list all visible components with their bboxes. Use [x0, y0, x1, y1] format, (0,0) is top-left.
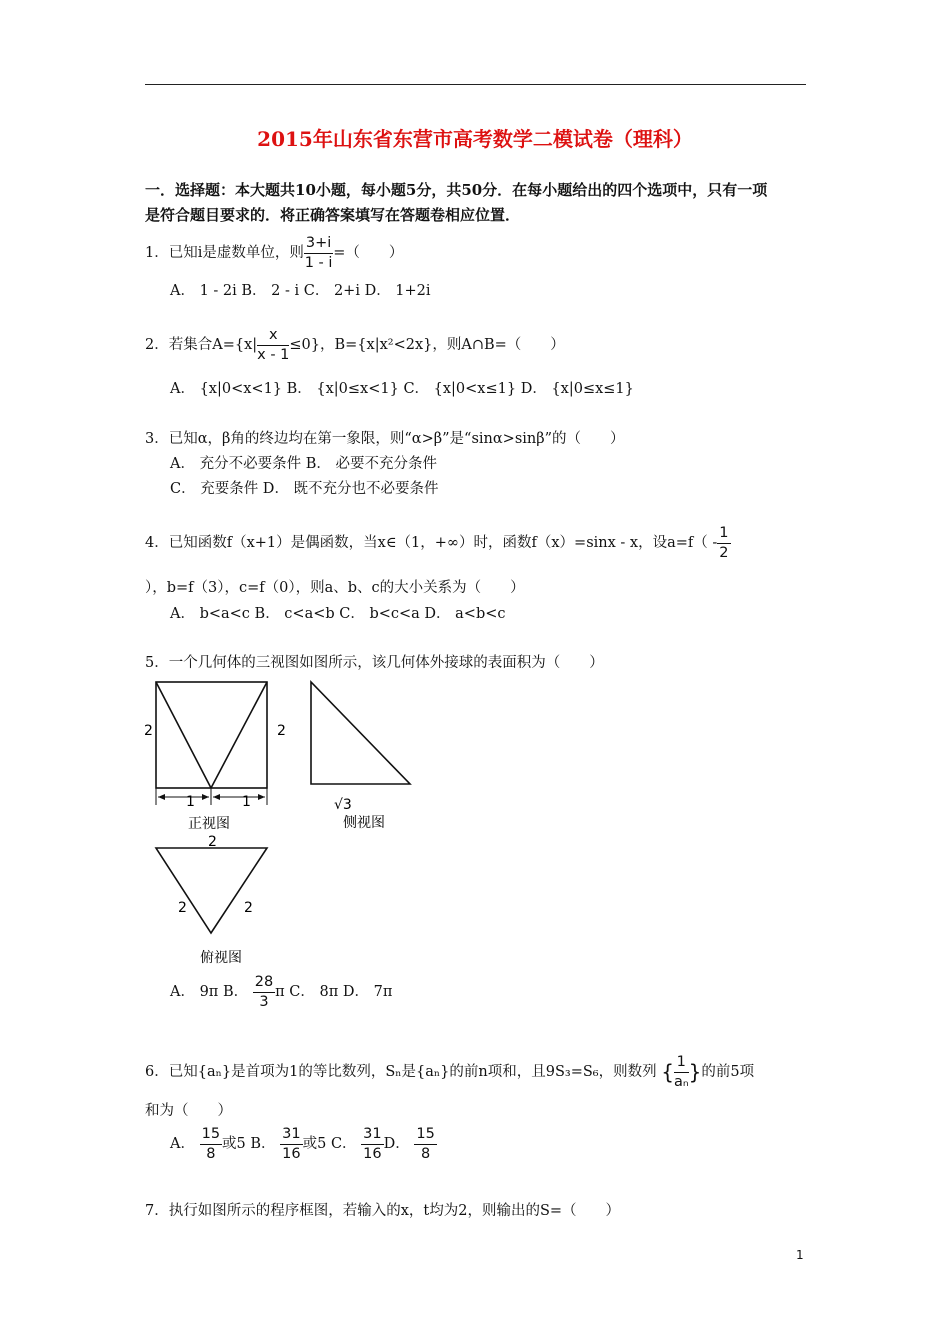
q6-d-numerator: 15 [414, 1127, 436, 1145]
q1-fraction [304, 236, 333, 270]
q4-denominator: 2 [719, 544, 729, 561]
q2-stem-post: ≤0}，B={x|x²<2x}，则A∩B=（ ） [289, 337, 565, 353]
q1-stem-post: =（ ） [333, 245, 404, 261]
top-right-side-label: 2 [244, 900, 253, 916]
front-view [156, 682, 267, 805]
side-view-label: 侧视图 [343, 815, 385, 831]
q1-denominator: 1 - i [304, 254, 333, 271]
header-rule [145, 84, 806, 85]
q4-stem-line2: ），b=f（3），c=f（0），则a、b、c的大小关系为（ ） [145, 580, 525, 596]
q5-option-a: A． 9π B． [170, 984, 249, 1000]
q1-options: A． 1 - 2i B． 2 - i C． 2+i D． 1+2i [170, 283, 431, 299]
q4-numerator: 1 [717, 526, 730, 544]
front-view-label: 正视图 [188, 816, 230, 832]
top-view [156, 848, 267, 933]
front-width-label-left: 1 [186, 794, 195, 810]
q6-stem-post: 的前5项 [701, 1064, 755, 1080]
q6-d-denominator: 8 [420, 1145, 431, 1162]
q6-b-numerator: 31 [280, 1127, 302, 1145]
question-6 [145, 1055, 754, 1089]
q6-c-fraction [361, 1127, 383, 1161]
side-height-label: 2 [277, 723, 286, 739]
question-4 [145, 526, 731, 560]
brace-right-icon: } [688, 1060, 702, 1084]
q6-d-fraction [414, 1127, 436, 1161]
q2-stem-pre: 2．若集合A={x| [145, 337, 258, 353]
q6-b-tail: 或5 C． [302, 1136, 357, 1152]
three-view-figure [138, 675, 428, 975]
front-height-label: 2 [144, 723, 153, 739]
q6-a-numerator: 15 [200, 1127, 222, 1145]
q2-fraction [257, 328, 289, 362]
q5-option-b-fraction [253, 975, 275, 1009]
q6-options [170, 1127, 437, 1161]
question-2 [145, 328, 565, 362]
q3-options-cd: C． 充要条件 D． 既不充分也不必要条件 [170, 481, 439, 497]
q6-b-denominator: 16 [282, 1145, 301, 1162]
question-5: 5．一个几何体的三视图如图所示，该几何体外接球的表面积为（ ） [145, 655, 604, 671]
q6-seq-numerator: 1 [674, 1055, 689, 1073]
q4-fraction [717, 526, 730, 560]
q5-option-rest: π C． 8π D． 7π [275, 984, 393, 1000]
q6-b-fraction [280, 1127, 302, 1161]
q3-options-ab: A． 充分不必要条件 B． 必要不充分条件 [170, 456, 437, 472]
q6-c-tail: D． [383, 1136, 410, 1152]
q2-numerator: x [257, 328, 289, 346]
q6-c-numerator: 31 [361, 1127, 383, 1145]
question-7: 7．执行如图所示的程序框图，若输入的x，t均为2，则输出的S=（ ） [145, 1203, 621, 1219]
q4-options: A． b<a<c B． c<a<b C． b<c<a D． a<b<c [170, 606, 506, 622]
q1-numerator: 3+i [304, 236, 333, 254]
q5-b-denominator: 3 [259, 993, 269, 1010]
q6-seq-denominator: aₙ [673, 1073, 689, 1090]
q1-stem-pre: 1．已知ⅰ是虚数单位，则 [145, 245, 304, 261]
top-left-side-label: 2 [178, 900, 187, 916]
brace-left-icon: { [661, 1060, 674, 1084]
q6-option-a-label: A． [170, 1136, 195, 1152]
q6-stem-pre: 6．已知{aₙ}是首项为1的等比数列，Sₙ是{aₙ}的前n项和，且9S₃=S₆，则数列 [145, 1064, 657, 1080]
q5-options [170, 975, 392, 1009]
q6-a-fraction [200, 1127, 222, 1161]
q2-options: A． {x|0<x<1} B． {x|0≤x<1} C． {x|0<x≤1} D． {x|0≤x≤1} [170, 381, 634, 397]
q4-stem-pre: 4．已知函数f（x+1）是偶函数，当x∈（1，+∞）时，函数f（x）=sinx - x，设a=f（ - [145, 535, 718, 551]
question-1 [145, 236, 403, 270]
q6-a-tail: 或5 B． [222, 1136, 276, 1152]
q6-stem-line2: 和为（ ） [145, 1103, 232, 1119]
section-heading-line2: 是符合题目要求的．将正确答案填写在答题卷相应位置． [145, 206, 521, 224]
side-width-label: √3 [334, 797, 352, 813]
top-width-label: 2 [208, 834, 217, 850]
page-title: 2015年山东省东营市高考数学二模试卷（理科） [257, 127, 693, 151]
side-view [311, 682, 410, 784]
section-heading-line1: 一．选择题：本大题共10小题，每小题5分，共50分．在每小题给出的四个选项中，只有一项 [145, 181, 768, 199]
top-view-label: 俯视图 [200, 950, 242, 966]
front-width-label-right: 1 [242, 794, 251, 810]
question-3: 3．已知α，β角的终边均在第一象限，则“α>β”是“sinα>sinβ”的（ ） [145, 431, 625, 447]
q6-c-denominator: 16 [363, 1145, 382, 1162]
q2-denominator: x - 1 [257, 346, 290, 363]
q5-b-numerator: 28 [253, 975, 275, 993]
q6-a-denominator: 8 [206, 1145, 216, 1162]
page-number: 1 [796, 1248, 804, 1262]
q6-seq-fraction [674, 1055, 689, 1089]
